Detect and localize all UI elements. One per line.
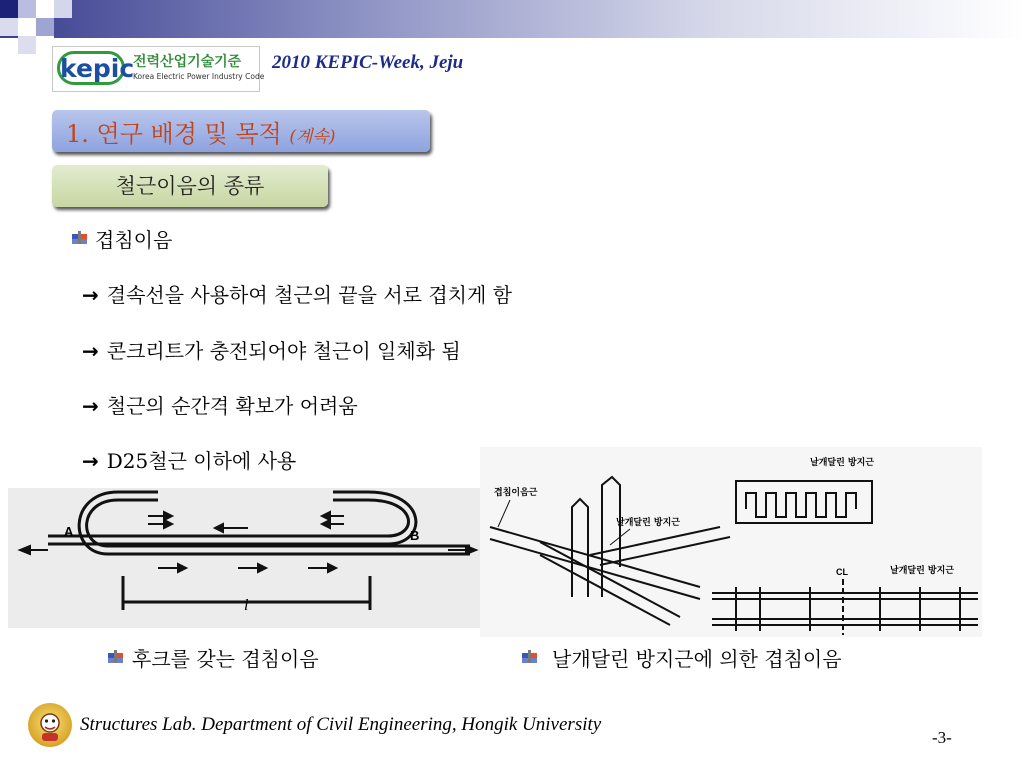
label-top: 날개달린 방지근 xyxy=(810,458,874,468)
decor-square xyxy=(54,0,72,18)
decor-square xyxy=(36,0,54,18)
section-title xyxy=(66,114,335,149)
arrow-line xyxy=(82,390,358,419)
footer-text: Structures Lab. Department of Civil Engineering, Hongik University xyxy=(80,714,602,735)
bullet-icon xyxy=(72,231,87,244)
label-a: A xyxy=(64,524,74,539)
logo-english: Korea Electric Power Industry Code xyxy=(133,72,265,81)
arrow-line-text: 결속선을 사용하여 철근의 끝을 서로 겹치게 함 xyxy=(106,283,512,307)
label-l: l xyxy=(244,597,249,614)
label-cl: CL xyxy=(836,567,848,577)
university-mascot-icon xyxy=(28,703,72,747)
event-title: 2010 KEPIC-Week, Jeju xyxy=(272,52,464,73)
kepic-logo xyxy=(52,46,265,92)
hook-lap-splice-figure xyxy=(8,488,481,628)
section-title-suffix: (계속) xyxy=(289,127,336,147)
arrow-line xyxy=(82,445,296,474)
arrow-line-text: D25철근 이하에 사용 xyxy=(106,449,297,473)
label-b: B xyxy=(410,528,420,543)
label-lap-bar: 겹침이음근 xyxy=(494,488,538,498)
winged-stirrup-drawing xyxy=(480,447,982,637)
subtitle: 철근이음의 종류 xyxy=(115,174,265,198)
decor-square xyxy=(0,0,18,18)
caption-right: 날개달린 방지근에 의한 겹침이음 xyxy=(552,647,842,671)
hook-lap-splice-drawing xyxy=(8,488,481,628)
logo-mark: kepic xyxy=(57,51,125,85)
logo-korean: 전력산업기술기준 xyxy=(133,54,242,70)
arrow-line xyxy=(82,279,512,308)
decor-square xyxy=(18,36,36,54)
arrow-icon: → xyxy=(82,449,99,473)
decor-square xyxy=(36,18,54,36)
winged-stirrup-figure xyxy=(480,447,982,637)
label-winged-stirrup: 날개달린 방지근 xyxy=(616,518,680,528)
section-title-main: 1. 연구 배경 및 목적 xyxy=(66,120,282,148)
arrow-icon: → xyxy=(82,339,99,363)
decor-square xyxy=(18,0,36,18)
arrow-icon: → xyxy=(82,394,99,418)
arrow-icon: → xyxy=(82,283,99,307)
page-number: -3- xyxy=(932,728,952,747)
arrow-line-text: 철근의 순간격 확보가 어려움 xyxy=(106,394,358,418)
label-side: 날개달린 방지근 xyxy=(890,566,954,576)
header-band xyxy=(0,0,1024,38)
arrow-line xyxy=(82,335,461,364)
bullet-icon xyxy=(522,650,537,663)
decor-square xyxy=(0,18,18,36)
decor-square xyxy=(18,18,36,36)
arrow-line-text: 콘크리트가 충전되어야 철근이 일체화 됨 xyxy=(106,339,461,363)
bullet-main: 겹침이음 xyxy=(95,228,173,252)
caption-left: 후크를 갖는 겹침이음 xyxy=(132,647,319,671)
bullet-icon xyxy=(108,650,123,663)
mascot-drawing xyxy=(28,703,72,747)
